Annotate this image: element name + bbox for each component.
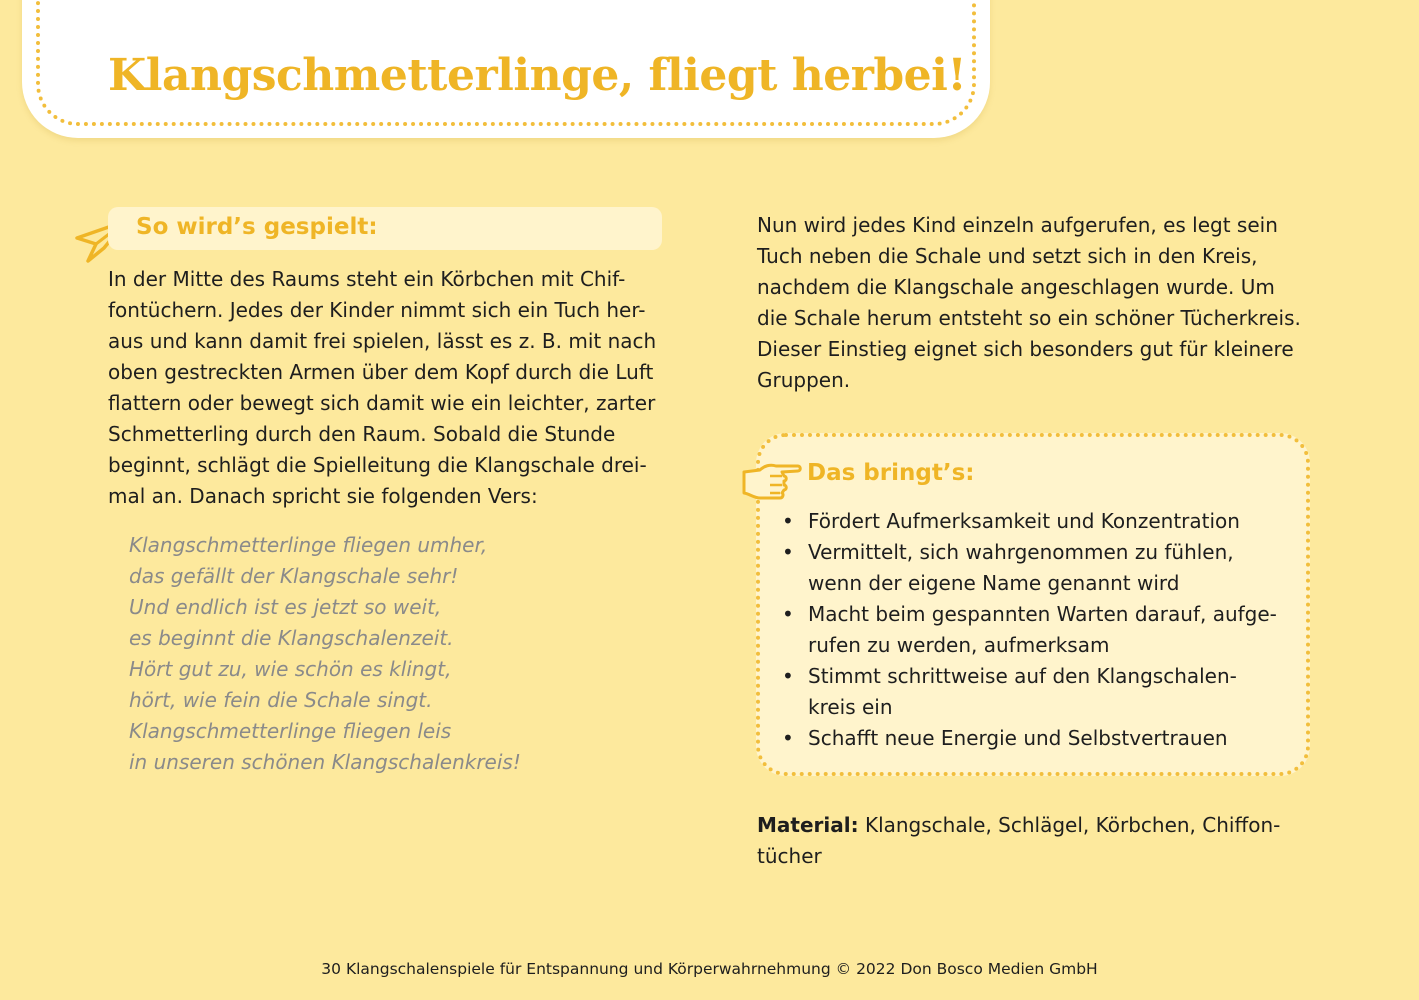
paragraph-line: die Schale herum entsteht so ein schöner Tücherkreis.: [757, 306, 1301, 330]
poem-line: Und endlich ist es jetzt so weit,: [129, 595, 442, 619]
list-item-text: Macht beim gespannten Warten darauf, aufge-: [808, 602, 1277, 626]
how-to-play-paragraph: [108, 264, 668, 512]
page-title: Klangschmetterlinge, fliegt herbei!: [108, 50, 967, 101]
benefits-list: [782, 506, 1302, 754]
bullet: •: [782, 664, 794, 688]
paragraph-line: Gruppen.: [757, 368, 851, 392]
list-item: [782, 723, 1302, 754]
poem-line: hört, wie fein die Schale singt.: [129, 688, 433, 712]
list-item: [782, 537, 1302, 599]
list-item: [782, 599, 1302, 661]
poem-line: Klangschmetterlinge fliegen leis: [129, 719, 452, 743]
bullet: •: [782, 602, 794, 626]
benefits-heading: Das bringt’s:: [807, 460, 975, 486]
poem-line: Klangschmetterlinge fliegen umher,: [129, 533, 488, 557]
how-to-play-heading-bar: [108, 207, 662, 250]
list-item-text: Fördert Aufmerksamkeit und Konzentration: [808, 509, 1240, 533]
paragraph-line: beginnt, schlägt die Spielleitung die Klangschale drei-: [108, 453, 647, 477]
paragraph-line: aus und kann damit frei spielen, lässt es z. B. mit nach: [108, 329, 657, 353]
list-item: [782, 661, 1302, 723]
paragraph-line: oben gestreckten Armen über dem Kopf durch die Luft: [108, 360, 654, 384]
paragraph-line: In der Mitte des Raums steht ein Körbchen mit Chif-: [108, 267, 626, 291]
paragraph-line: Dieser Einstieg eignet sich besonders gut für kleinere: [757, 337, 1294, 361]
bullet: •: [782, 726, 794, 750]
paragraph-line: fontüchern. Jedes der Kinder nimmt sich ein Tuch her-: [108, 298, 646, 322]
list-item-text: kreis ein: [808, 695, 893, 719]
poem-line: Hört gut zu, wie schön es klingt,: [129, 657, 452, 681]
bullet: •: [782, 509, 794, 533]
material-note: [757, 810, 1280, 872]
list-item-text: Stimmt schrittweise auf den Klangschalen-: [808, 664, 1237, 688]
list-item-text: rufen zu werden, aufmerksam: [808, 633, 1110, 657]
continuation-paragraph: [757, 210, 1317, 396]
list-item: [782, 506, 1302, 537]
paragraph-line: flattern oder bewegt sich damit wie ein leichter, zarter: [108, 391, 656, 415]
bullet: •: [782, 540, 794, 564]
paragraph-line: Schmetterling durch den Raum. Sobald die Stunde: [108, 422, 616, 446]
material-line: [757, 810, 1280, 841]
poem: [129, 530, 521, 778]
paragraph-line: nachdem die Klangschale angeschlagen wurde. Um: [757, 275, 1275, 299]
list-item-text: wenn der eigene Name genannt wird: [808, 571, 1180, 595]
material-items: Klangschale, Schlägel, Körbchen, Chiffon-: [858, 813, 1281, 837]
footer-credit: 30 Klangschalenspiele für Entspannung und Körperwahrnehmung © 2022 Don Bosco Medien GmbH: [321, 960, 1098, 978]
pointing-hand-icon: [740, 458, 802, 500]
list-item-text: Vermittelt, sich wahrgenommen zu fühlen,: [808, 540, 1234, 564]
poem-line: es beginnt die Klangschalenzeit.: [129, 626, 454, 650]
paragraph-line: Nun wird jedes Kind einzeln aufgerufen, es legt sein: [757, 213, 1278, 237]
paragraph-line: mal an. Danach spricht sie folgenden Vers:: [108, 484, 538, 508]
material-line-2: tücher: [757, 844, 822, 868]
material-label: Material:: [757, 813, 859, 837]
poem-line: in unseren schönen Klangschalenkreis!: [129, 750, 521, 774]
list-item-text: Schafft neue Energie und Selbstvertrauen: [808, 726, 1228, 750]
paragraph-line: Tuch neben die Schale und setzt sich in den Kreis,: [757, 244, 1258, 268]
how-to-play-heading: So wird’s gespielt:: [136, 214, 378, 240]
poem-line: das gefällt der Klangschale sehr!: [129, 564, 459, 588]
